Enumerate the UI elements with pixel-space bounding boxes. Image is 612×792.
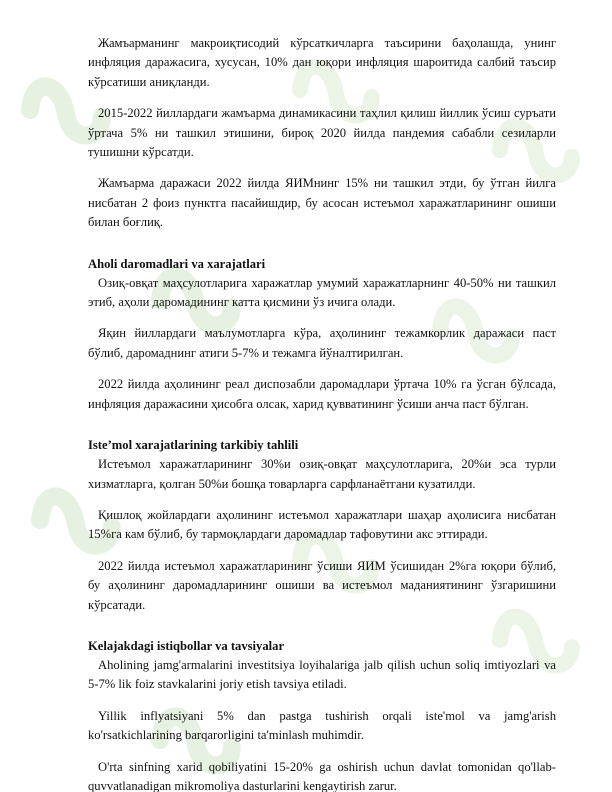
outlook-paragraph-3: O'rta sinfning xarid qobiliyatini 15-20% ga oshirish uchun davlat tomonidan qo'llab-quvvatlanadigan mikromoliya dasturlarini kengaytirish zarur. [88,759,556,792]
outlook-paragraph-1: Aholining jamg'armalarini investitsiya loyihalariga jalb qilish uchun soliq imtiyozlari va 5-7% lik foiz stavkalarini joriy etish tavsiya etiladi. [88,657,556,692]
income-paragraph-1: Озиқ-овқат маҳсулотларига харажатлар умумий харажатларнинг 40-50% ни ташкил этиб, аҳоли даромадининг катта қисмини ўз ичига олади. [88,275,556,310]
income-paragraph-2: Яқин йиллардаги маълумотларга кўра, аҳолининг тежамкорлик даражаси паст бўлиб, даромаднинг атиги 5-7% и тежамга йўналтирилган. [88,326,556,360]
consumption-paragraph-2: Қишлоқ жойлардаги аҳолининг истеъмол харажатлари шаҳар аҳолисига нисбатан 15%га кам бўлиб, бу тармоқлардаги даромадлар тафовутини акс эттиради. [88,507,556,542]
consumption-paragraph-3: 2022 йилда истеъмол харажатларининг ўсиши ЯИМ ўсишидан 2%га юқори бўлиб, бу аҳолининг даромадларининг ошиши ва истеъмол маданиятининг ўзгаришини кўрсатади. [88,558,556,612]
consumption-paragraph-1: Истеъмол харажатларининг 30%и озиқ-овқат маҳсулотларига, 20%и эса турли хизматларга, қолган 50%и бошқа товарларга сарфланаётгани кузатилди. [88,457,556,491]
intro-paragraph-2: 2015-2022 йиллардаги жамъарма динамикасини таҳлил қилиш йиллик ўсиш суръати ўртача 5% ни ташкил этишини, бироқ 2020 йилда пандемия сабабли сезиларли тушишни кўрсатди. [88,106,556,160]
section-heading-income: Aholi daromadlari va xarajatlari [88,256,266,271]
section-heading-outlook: Kelajakdagi istiqbollar va tavsiyalar [88,638,285,653]
income-paragraph-3: 2022 йилда аҳолининг реал диспозабли даромадлари ўртача 10% га ўсган бўлсада, инфляция даражасини ҳисобга олсак, харид қувватининг ўсиши анча паст бўлган. [88,377,556,411]
section-heading-consumption: Iste’mol xarajatlarining tarkibiy tahlili [88,438,299,453]
intro-paragraph-1: Жамъарманинг макроиқтисодий кўрсаткичларга таъсирини баҳолашда, унинг инфляция даражасига, хусусан, 10% дан юқори инфляция шароитида салбий таъсир кўрсатиши аниқланди. [88,36,556,89]
document-body [88,34,556,792]
intro-paragraph-3: Жамъарма даражаси 2022 йилда ЯИМнинг 15% ни ташкил этди, бу ўтган йилга нисбатан 2 фоиз пунктга пасайишдир, бу асосан истеъмол харажатларининг ошиши билан боғлиқ. [88,176,556,230]
outlook-paragraph-2: Yillik inflyatsiyani 5% dan pastga tushirish orqali iste'mol va jamg'arish ko'rsatkichlarining barqarorligini ta'minlash muhimdir. [88,708,556,743]
